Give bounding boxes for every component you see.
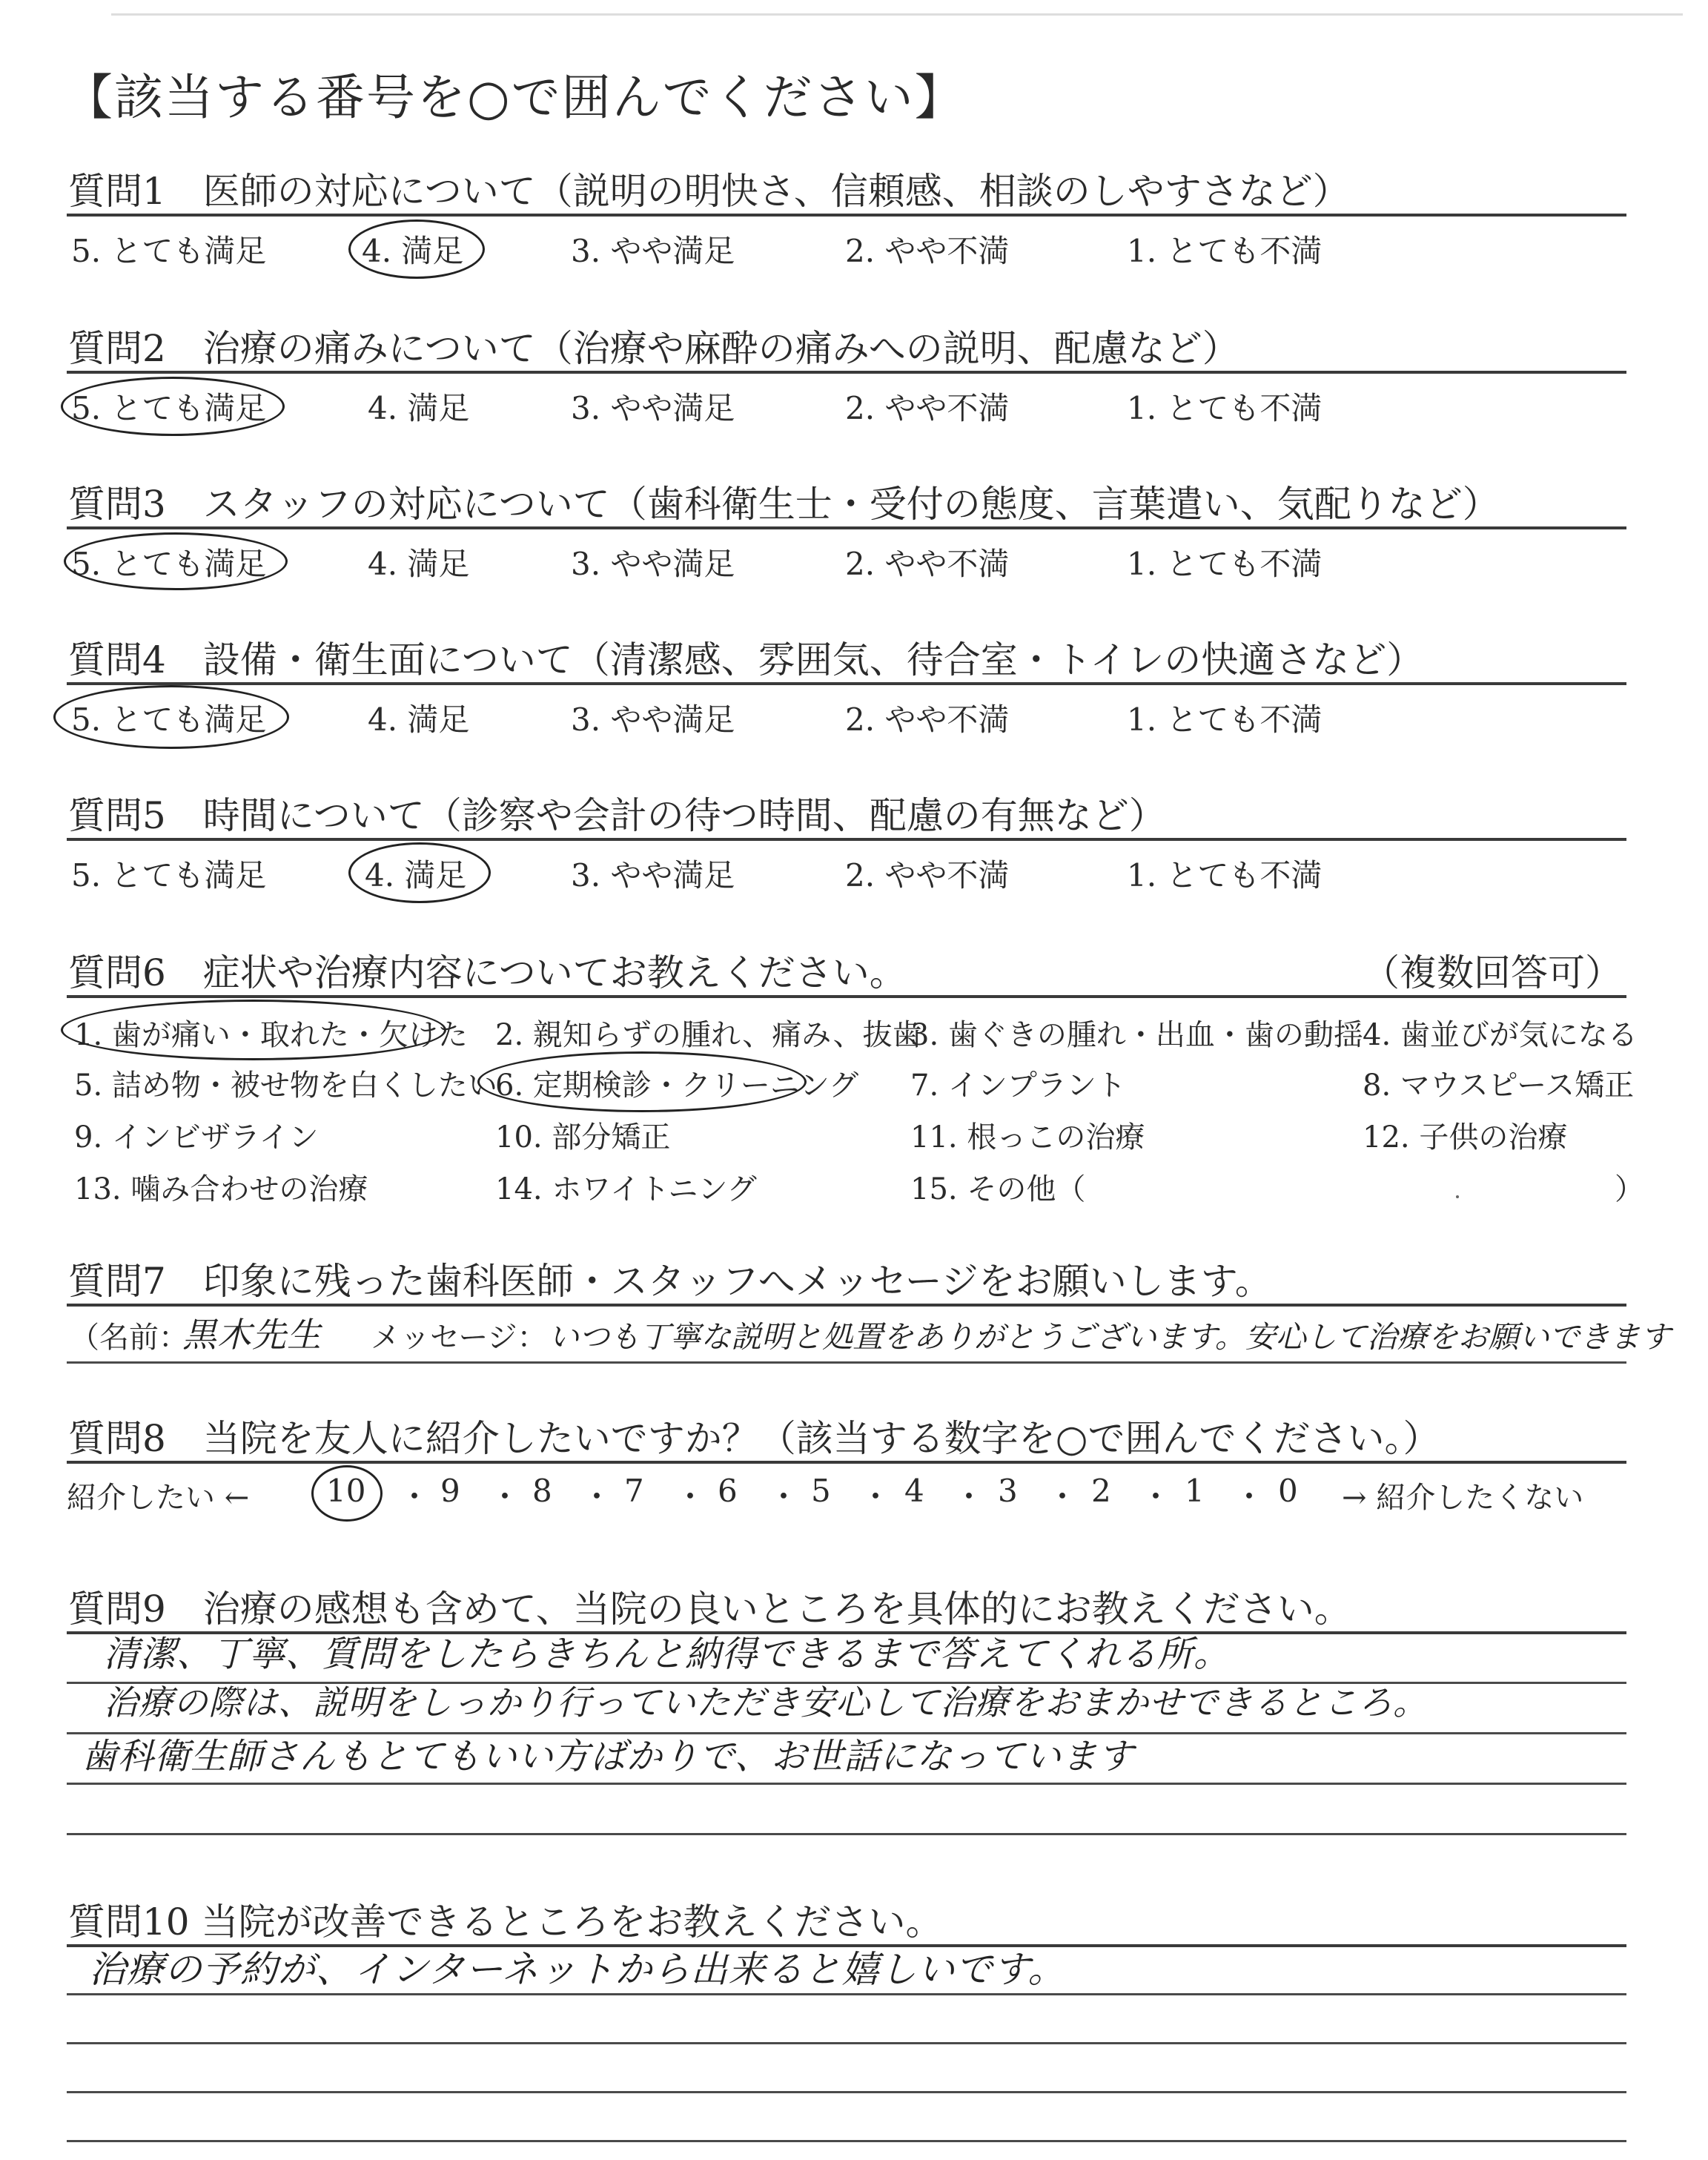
q9-answer-line-2[interactable]: 治療の際は、説明をしっかり行っていただき安心して治療をおまかせできるところ。: [104, 1682, 1428, 1723]
q8-score-0[interactable]: 0: [1278, 1473, 1298, 1509]
q6-selection-circle-6: [477, 1051, 807, 1112]
q5-option-5[interactable]: 5. とても満足: [71, 857, 267, 894]
q1-option-4[interactable]: 4. 満足: [362, 233, 464, 269]
q6-option-2[interactable]: 2. 親知らずの腫れ、痛み、抜歯: [495, 1018, 922, 1052]
q8-score-9[interactable]: 9: [440, 1473, 460, 1509]
q8-score-1[interactable]: 1: [1185, 1473, 1205, 1509]
q6-option-4[interactable]: 4. 歯並びが気になる: [1363, 1018, 1638, 1052]
q7-message-label: メッセージ：: [371, 1321, 547, 1355]
q8-score-7[interactable]: 7: [624, 1473, 644, 1509]
q9-answer-line-1[interactable]: 清潔、丁寧、質問をしたらきちんと納得できるまで答えてくれる所。: [104, 1634, 1231, 1675]
q8-score-6[interactable]: 6: [718, 1473, 738, 1509]
question-2-heading: 質問2 治療の痛みについて（治療や麻酔の痛みへの説明、配慮など）: [68, 327, 1239, 370]
q8-left-label: 紹介したい ←: [67, 1481, 250, 1515]
q4-option-5[interactable]: 5. とても満足: [71, 701, 267, 738]
q5-option-4[interactable]: 4. 満足: [365, 857, 467, 894]
answer-line: [67, 1993, 1626, 1995]
q8-selection-circle: [311, 1465, 383, 1522]
divider: [67, 838, 1626, 841]
q3-option-5[interactable]: 5. とても満足: [71, 546, 267, 582]
q3-option-4[interactable]: 4. 満足: [368, 546, 470, 582]
q8-score-8[interactable]: 8: [532, 1473, 552, 1509]
answer-line: [67, 2140, 1626, 2142]
q6-option-7[interactable]: 7. インプラント: [910, 1069, 1126, 1103]
q3-selection-circle: [64, 532, 288, 590]
q2-option-4[interactable]: 4. 満足: [368, 390, 470, 426]
q8-score-10[interactable]: 10: [326, 1473, 366, 1509]
answer-line: [67, 1783, 1626, 1785]
q5-option-3[interactable]: 3. やや満足: [571, 857, 735, 894]
divider: [67, 371, 1626, 374]
q8-separator: ・: [489, 1479, 521, 1515]
q1-option-5[interactable]: 5. とても満足: [71, 233, 267, 269]
q2-selection-circle: [61, 377, 285, 436]
q4-option-4[interactable]: 4. 満足: [368, 701, 470, 738]
q4-option-2[interactable]: 2. やや不満: [845, 701, 1010, 738]
q4-selection-circle: [53, 685, 289, 749]
q8-score-2[interactable]: 2: [1091, 1473, 1111, 1509]
q7-message-value[interactable]: いつも丁寧な説明と処置をありがとうございます。安心して治療をお願いできます: [549, 1319, 1671, 1355]
divider: [67, 1304, 1626, 1307]
q6-option-11[interactable]: 11. 根っこの治療: [910, 1120, 1145, 1155]
answer-line: [67, 2042, 1626, 2044]
q8-separator: ・: [768, 1479, 800, 1515]
q8-separator: ・: [399, 1479, 431, 1515]
q1-option-2[interactable]: 2. やや不満: [845, 233, 1010, 269]
q8-separator: ・: [953, 1479, 985, 1515]
q8-separator: ・: [1234, 1479, 1265, 1515]
q7-name-label: （名前：: [70, 1321, 188, 1355]
q6-option-1[interactable]: 1. 歯が痛い・取れた・欠けた: [74, 1018, 468, 1052]
q1-option-3[interactable]: 3. やや満足: [571, 233, 735, 269]
q2-option-5[interactable]: 5. とても満足: [71, 390, 267, 426]
divider: [67, 526, 1626, 529]
q9-answer-line-3[interactable]: 歯科衛生師さんもとてもいい方ばかりで、お世話になっています: [82, 1736, 1135, 1777]
page-title: 【該当する番号を○で囲んでください】: [64, 69, 965, 126]
question-3-heading: 質問3 スタッフの対応について（歯科衛生士・受付の態度、言葉遣い、気配りなど）: [68, 483, 1500, 526]
q4-option-3[interactable]: 3. やや満足: [571, 701, 735, 738]
divider: [67, 1361, 1626, 1364]
q8-separator: ・: [860, 1479, 892, 1515]
divider: [67, 214, 1626, 217]
q8-separator: ・: [1140, 1479, 1172, 1515]
answer-line: [67, 1833, 1626, 1835]
q8-score-3[interactable]: 3: [998, 1473, 1018, 1509]
question-5-heading: 質問5 時間について（診察や会計の待つ時間、配慮の有無など）: [68, 794, 1166, 837]
q10-answer-line-1[interactable]: 治療の予約が、インターネットから出来ると嬉しいです。: [89, 1948, 1066, 1991]
q6-option-9[interactable]: 9. インビザライン: [74, 1120, 319, 1155]
question-9-heading: 質問9 治療の感想も含めて、当院の良いところを具体的にお教えください。: [68, 1588, 1351, 1631]
scan-edge-line: [111, 13, 1683, 16]
q8-separator: ・: [1047, 1479, 1079, 1515]
question-1-heading: 質問1 医師の対応について（説明の明快さ、信頼感、相談のしやすさなど）: [68, 170, 1350, 213]
q1-selection-circle: [348, 219, 485, 279]
q5-option-2[interactable]: 2. やや不満: [845, 857, 1010, 894]
divider: [67, 995, 1626, 998]
question-4-heading: 質問4 設備・衛生面について（清潔感、雰囲気、待合室・トイレの快適さなど）: [68, 638, 1424, 681]
question-8-heading: 質問8 当院を友人に紹介したいですか？（該当する数字を○で囲んでください。）: [68, 1417, 1440, 1460]
question-6-note: （複数回答可）: [1363, 951, 1622, 994]
q2-option-3[interactable]: 3. やや満足: [571, 390, 735, 426]
q6-option-5[interactable]: 5. 詰め物・被せ物を白くしたい: [74, 1069, 497, 1103]
q1-option-1[interactable]: 1. とても不満: [1127, 233, 1323, 269]
q6-option-8[interactable]: 8. マウスピース矯正: [1363, 1069, 1635, 1103]
q6-option-13[interactable]: 13. 噛み合わせの治療: [74, 1172, 368, 1206]
q6-option-6[interactable]: 6. 定期検診・クリーニング: [495, 1069, 859, 1103]
q8-separator: ・: [581, 1479, 613, 1515]
q6-option-15-close-paren: ）: [1615, 1172, 1644, 1206]
q7-name-value[interactable]: 黒木先生: [182, 1315, 322, 1355]
question-7-heading: 質問7 印象に残った歯科医師・スタッフへメッセージをお願いします。: [68, 1260, 1272, 1303]
q2-option-1[interactable]: 1. とても不満: [1127, 390, 1323, 426]
question-10-heading: 質問10 当院が改善できるところをお教えください。: [68, 1900, 943, 1943]
q5-option-1[interactable]: 1. とても不満: [1127, 857, 1323, 894]
q4-option-1[interactable]: 1. とても不満: [1127, 701, 1323, 738]
divider: [67, 1461, 1626, 1464]
q3-option-1[interactable]: 1. とても不満: [1127, 546, 1323, 582]
q6-option-3[interactable]: 3. 歯ぐきの腫れ・出血・歯の動揺: [910, 1018, 1363, 1052]
answer-line: [67, 2091, 1626, 2093]
q6-option-12[interactable]: 12. 子供の治療: [1363, 1120, 1568, 1155]
question-6-heading: 質問6 症状や治療内容についてお教えください。: [68, 951, 907, 994]
q8-separator: ・: [675, 1479, 706, 1515]
q8-right-label: → 紹介したくない: [1342, 1481, 1584, 1515]
q5-selection-circle: [348, 842, 491, 903]
divider: [67, 682, 1626, 685]
q6-option-10[interactable]: 10. 部分矯正: [495, 1120, 671, 1155]
q6-option-15[interactable]: 15. その他（: [910, 1172, 1086, 1206]
q8-score-5[interactable]: 5: [811, 1473, 831, 1509]
stray-mark: [1456, 1195, 1459, 1198]
q6-selection-circle-1: [61, 1000, 446, 1060]
q2-option-2[interactable]: 2. やや不満: [845, 390, 1010, 426]
q8-score-4[interactable]: 4: [904, 1473, 924, 1509]
q6-option-14[interactable]: 14. ホワイトニング: [495, 1172, 757, 1206]
q3-option-3[interactable]: 3. やや満足: [571, 546, 735, 582]
q3-option-2[interactable]: 2. やや不満: [845, 546, 1010, 582]
